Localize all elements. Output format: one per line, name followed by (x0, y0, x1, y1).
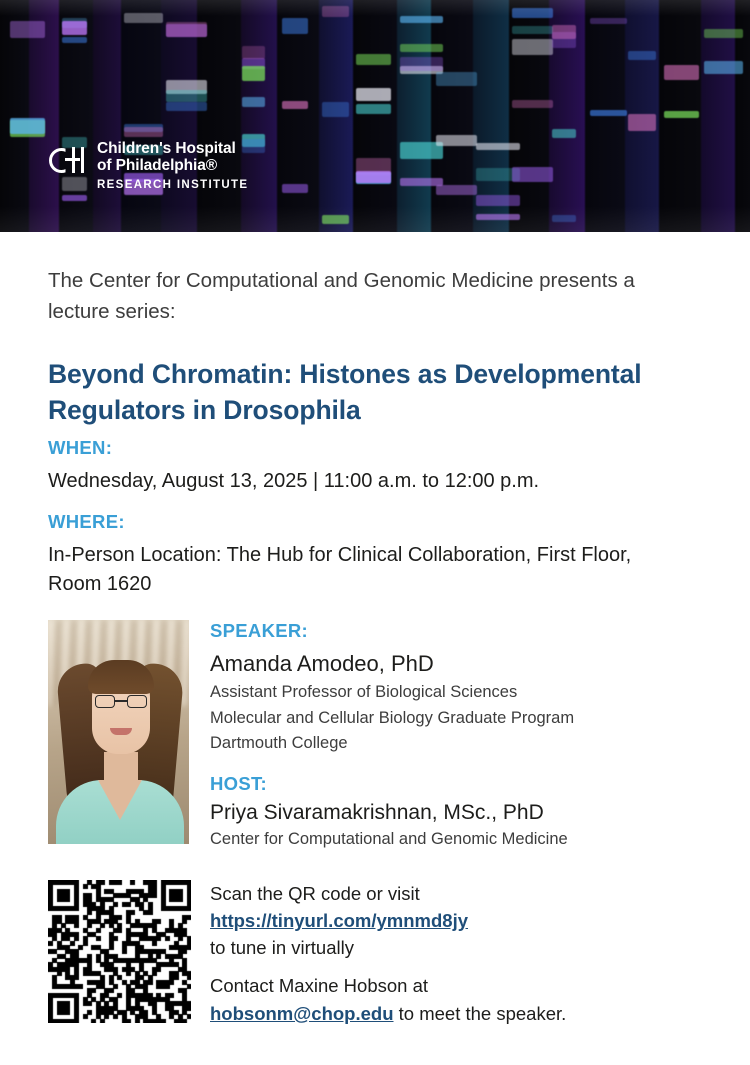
logo-line-3: RESEARCH INSTITUTE (97, 178, 249, 191)
where-label: WHERE: (48, 511, 125, 532)
banner-top-highlight (0, 0, 750, 16)
tinyurl-link[interactable]: https://tinyurl.com/ymnmd8jy (210, 910, 469, 931)
when-label: WHEN: (48, 437, 113, 458)
page-title: Beyond Chromatin: Histones as Developmental Regulators in Drosophila (48, 358, 642, 425)
host-label: HOST: (210, 773, 267, 794)
chop-logo-icon (48, 142, 88, 182)
where-value: In-Person Location: The Hub for Clinical Collaboration, First Floor, Room 1620 (48, 544, 632, 595)
logo-line-2: of Philadelphia® (97, 157, 218, 175)
qr-code[interactable] (48, 880, 191, 1023)
chop-logo (48, 140, 248, 192)
when-value: Wednesday, August 13, 2025 | 11:00 a.m. to 12:00 p.m. (48, 470, 540, 492)
host-affiliation: Center for Computational and Genomic Medicine (210, 830, 568, 848)
speaker-photo (48, 620, 189, 844)
contact-suffix: to meet the speaker. (393, 1003, 567, 1024)
header-banner (0, 0, 750, 232)
speaker-name: Amanda Amodeo, PhD (210, 651, 434, 676)
logo-line-1: Children's Hospital (97, 140, 236, 157)
chop-logo-text (97, 140, 248, 192)
contact-prefix: Contact Maxine Hobson at (210, 975, 429, 996)
eyeglasses-icon (95, 695, 147, 708)
speaker-affiliation: Assistant Professor of Biological Sciences Molecular and Cellular Biology Graduate Program Dartmouth College (210, 683, 575, 752)
contact-email-link[interactable]: hobsonm@chop.edu (210, 1003, 394, 1024)
scan-instructions (210, 880, 730, 961)
contact-instructions (210, 972, 730, 1028)
banner-bottom-highlight (0, 206, 750, 232)
scan-suffix: to tune in virtually (210, 937, 354, 958)
scan-prefix: Scan the QR code or visit (210, 883, 420, 904)
speaker-label: SPEAKER: (210, 620, 308, 641)
series-intro: The Center for Computational and Genomic Medicine presents a lecture series: (48, 269, 635, 323)
host-name: Priya Sivaramakrishnan, MSc., PhD (210, 801, 544, 824)
